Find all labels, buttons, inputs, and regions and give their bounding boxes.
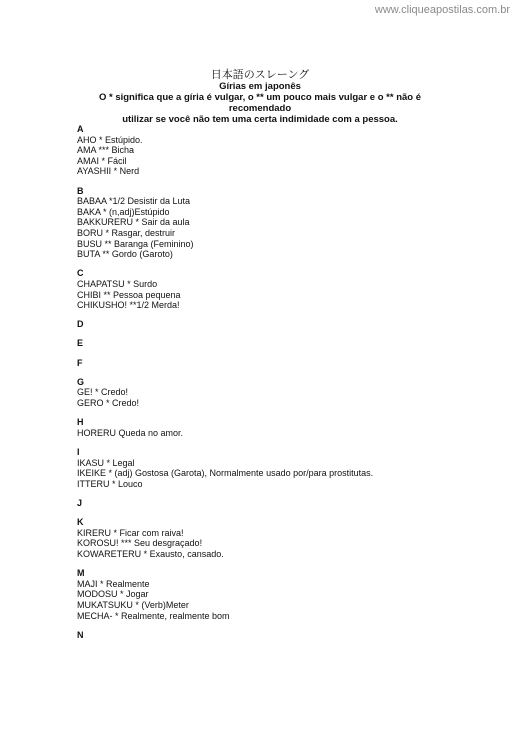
glossary-entry: KOWARETERU * Exausto, cansado. xyxy=(77,548,224,559)
glossary-entry: AMAI * Fácil xyxy=(77,155,127,166)
glossary-entry: CHAPATSU * Surdo xyxy=(77,278,158,289)
section-g xyxy=(77,377,497,409)
glossary-entry: AMA *** Bicha xyxy=(77,145,135,156)
section-letter: A xyxy=(77,124,84,134)
glossary-entry: BUTA ** Gordo (Garoto) xyxy=(77,249,173,260)
glossary-entry: BABAA *1/2 Desistir da Luta xyxy=(77,196,191,207)
glossary-entry: MODOSU * Jogar xyxy=(77,589,149,600)
section-letter: E xyxy=(77,338,84,349)
section-letter: N xyxy=(77,629,84,640)
section-b xyxy=(77,186,497,260)
section-i xyxy=(77,447,497,489)
glossary-entry: KIRERU * Ficar com raiva! xyxy=(77,527,184,538)
glossary-entry: MECHA- * Realmente, realmente bom xyxy=(77,610,230,621)
section-k xyxy=(77,517,497,559)
glossary-entry: IKASU * Legal xyxy=(77,457,135,468)
section-h xyxy=(77,417,497,438)
section-m xyxy=(77,568,497,621)
glossary-entry: BORU * Rasgar, destruir xyxy=(77,227,176,238)
section-e xyxy=(77,338,497,349)
section-letter: F xyxy=(77,357,83,368)
section-c xyxy=(77,268,497,310)
section-f xyxy=(77,358,497,369)
glossary-entry: AHO * Estúpido. xyxy=(77,134,143,145)
glossary-entry: IKEIKE * (adj) Gostosa (Garota), Normalmente usado por/para prostitutas. xyxy=(77,468,374,479)
japanese-title: 日本語のスレーング xyxy=(210,68,310,81)
glossary-entry: BAKKURERU * Sair da aula xyxy=(77,217,190,228)
glossary-entry: HORERU Queda no amor. xyxy=(77,427,184,438)
page-title: Gírias em japonês xyxy=(219,81,301,92)
section-letter: C xyxy=(77,268,84,279)
section-j xyxy=(77,498,497,509)
legend-note xyxy=(0,92,520,125)
glossary-entry: MUKATSUKU * (Verb)Meter xyxy=(77,599,189,610)
section-d xyxy=(77,319,497,330)
section-letter: M xyxy=(77,568,85,579)
glossary-entry: GE! * Credo! xyxy=(77,387,129,398)
section-letter: D xyxy=(77,319,84,330)
site-url: www.cliqueapostilas.com.br xyxy=(374,4,510,16)
section-n xyxy=(77,630,497,641)
glossary-entry: CHIBI ** Pessoa pequena xyxy=(77,289,181,300)
section-letter: H xyxy=(77,417,84,428)
section-letter: G xyxy=(77,376,85,387)
glossary-entry: MAJI * Realmente xyxy=(77,578,150,589)
glossary-entry: BUSU ** Baranga (Feminino) xyxy=(77,238,194,249)
glossary-entry: ITTERU * Louco xyxy=(77,478,143,489)
section-letter: B xyxy=(77,185,84,196)
section-letter: K xyxy=(77,517,84,528)
glossary-entry: CHIKUSHO! **1/2 Merda! xyxy=(77,300,180,311)
legend-note-line-2: utilizar se você não tem uma certa indimidade com a pessoa. xyxy=(122,114,398,125)
glossary-entry: BAKA * (n,adj)Estúpido xyxy=(77,206,170,217)
section-letter: I xyxy=(77,447,80,457)
section-a xyxy=(77,124,497,177)
legend-note-line-1: O * significa que a gíria é vulgar, o ** um pouco mais vulgar e o ** não é recomendado xyxy=(98,92,422,114)
glossary-entry: GERO * Credo! xyxy=(77,398,140,409)
glossary-entry: AYASHII * Nerd xyxy=(77,166,140,177)
glossary xyxy=(77,124,497,649)
glossary-entry: KOROSU! *** Seu desgraçado! xyxy=(77,538,203,549)
section-letter: J xyxy=(77,497,83,508)
